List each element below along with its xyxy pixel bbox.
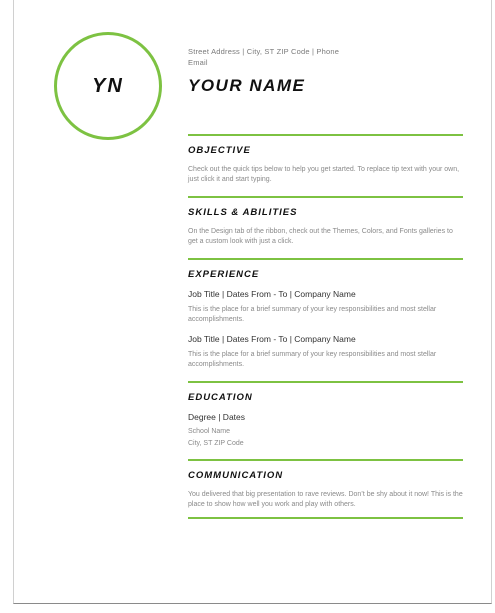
section-divider [188,258,463,260]
job-summary[interactable]: This is the place for a brief summary of your key responsibilities and most stellar accomplishments. [188,351,437,368]
job-heading[interactable]: Job Title | Dates From - To | Company Name [188,289,356,299]
school-location[interactable]: City, ST ZIP Code [188,440,244,447]
section-communication [188,470,463,510]
section-divider [188,381,463,383]
skills-text[interactable]: On the Design tab of the ribbon, check out the Themes, Colors, and Fonts galleries to get a custom look with just a click. [188,228,453,245]
communication-text[interactable]: You delivered that big presentation to rave reviews. Don’t be shy about it now! This is the place to show how well you work and play with others. [188,491,463,508]
section-divider [188,517,463,519]
skills-heading[interactable]: SKILLS & ABILITIES [188,207,298,218]
resume-name[interactable]: YOUR NAME [188,76,306,95]
education-heading[interactable]: EDUCATION [188,392,253,403]
degree-line[interactable]: Degree | Dates [188,412,246,422]
resume-content [188,46,463,519]
section-objective [188,145,463,185]
school-name[interactable]: School Name [188,428,231,435]
section-divider [188,196,463,198]
section-divider [188,134,463,136]
objective-text[interactable]: Check out the quick tips below to help you get started. To replace tip text with your own, just click it and start typing. [188,166,460,183]
contact-address-line[interactable]: Street Address | City, ST ZIP Code | Phone [188,47,340,56]
resume-page [13,0,492,604]
communication-heading[interactable]: COMMUNICATION [188,470,284,481]
monogram-circle[interactable] [54,32,162,140]
job-summary[interactable]: This is the place for a brief summary of your key responsibilities and most stellar accomplishments. [188,306,437,323]
section-education [188,392,463,450]
job-heading[interactable]: Job Title | Dates From - To | Company Name [188,334,356,344]
section-experience [188,269,463,370]
contact-email-line[interactable]: Email [188,58,208,67]
experience-heading[interactable]: EXPERIENCE [188,269,260,280]
objective-heading[interactable]: OBJECTIVE [188,145,251,156]
monogram-initials[interactable]: YN [92,74,124,97]
section-skills [188,207,463,247]
contact-info [188,46,463,68]
section-divider [188,459,463,461]
